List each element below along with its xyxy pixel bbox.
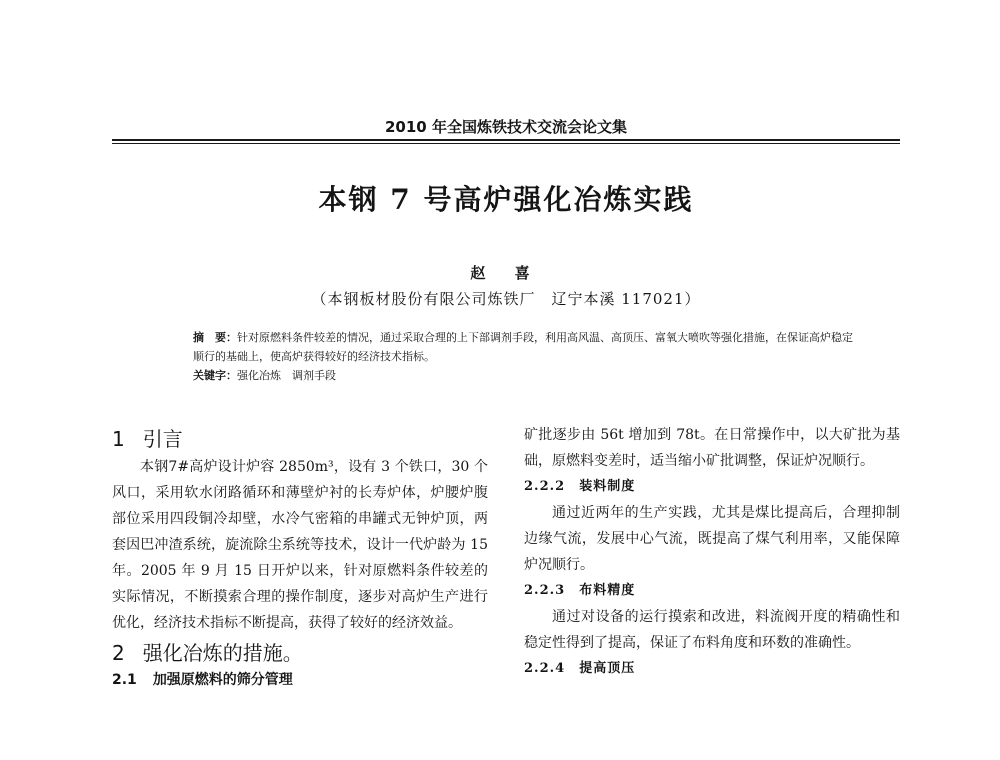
subsection-2-2-4-title: 提高顶压 bbox=[579, 661, 636, 676]
section-2-heading bbox=[112, 638, 488, 668]
section-1-paragraph: 本钢7#高炉设计炉容 2850m³，设有 3 个铁口，30 个风口，采用软水闭路循环和薄壁炉衬的长寿炉体，炉腰炉腹部位采用四段铜冷却壁，水冷气密箱的串罐式无钟炉顶，两套因巴冲渣系统，旋流除尘系统等技术，设计一代炉龄为 15 年。2005 年 9 月 15 日开炉以来，针对原燃料条件较差的实际情况，不断摸索合理的操作制度，逐步对高炉生产进行优化，经济技术指标不断提高，获得了较好的经济效益。 bbox=[112, 459, 488, 631]
subsection-2-2-2-title: 装料制度 bbox=[579, 479, 636, 494]
keywords-label: 关键字： bbox=[193, 369, 237, 382]
subsection-2-2-4-number: 2.2.4 bbox=[524, 661, 566, 676]
subsection-2-2-2-heading bbox=[524, 474, 900, 500]
abstract bbox=[193, 328, 853, 366]
paper-title: 本钢 7 号高炉强化冶炼实践 bbox=[318, 183, 694, 216]
section-2-number: 2 bbox=[112, 641, 125, 665]
keywords bbox=[193, 366, 853, 385]
right-column bbox=[524, 424, 900, 682]
subsection-2-1-title: 加强原燃料的筛分管理 bbox=[152, 672, 293, 688]
subsection-2-1-heading bbox=[112, 668, 488, 692]
subsection-2-2-2-paragraph: 通过近两年的生产实践，尤其是煤比提高后，合理抑制边缘气流，发展中心气流，既提高了煤气利用率，又能保障炉况顺行。 bbox=[524, 505, 900, 573]
header-rule-thin bbox=[112, 143, 900, 144]
abstract-text: 针对原燃料条件较差的情况，通过采取合理的上下部调剂手段，利用高风温、高顶压、富氧大喷吹等强化措施，在保证高炉稳定顺行的基础上，使高炉获得较好的经济技术指标。 bbox=[193, 331, 853, 363]
section-1-title: 引言 bbox=[142, 427, 183, 451]
keywords-text: 强化冶炼 调剂手段 bbox=[237, 369, 336, 382]
continued-paragraph: 矿批逐步由 56t 增加到 78t。在日常操作中，以大矿批为基础，原燃料变差时，适当缩小矿批调整，保证炉况顺行。 bbox=[524, 427, 900, 469]
left-column bbox=[112, 424, 488, 692]
subsection-2-1-number: 2.1 bbox=[112, 672, 137, 688]
section-2-title: 强化冶炼的措施。 bbox=[142, 641, 303, 665]
abstract-label: 摘 要： bbox=[193, 331, 237, 344]
section-1-heading bbox=[112, 424, 488, 454]
subsection-2-2-4-heading bbox=[524, 656, 900, 682]
paper-affiliation: （本钢板材股份有限公司炼铁厂 辽宁本溪 117021） bbox=[311, 290, 701, 308]
subsection-2-2-3-heading bbox=[524, 578, 900, 604]
subsection-2-2-3-title: 布料精度 bbox=[579, 583, 636, 598]
paper-author: 赵 喜 bbox=[470, 264, 542, 282]
subsection-2-2-3-number: 2.2.3 bbox=[524, 583, 566, 598]
proceedings-header: 2010 年全国炼铁技术交流会论文集 bbox=[385, 118, 627, 136]
subsection-2-2-3-paragraph: 通过对设备的运行摸索和改进，料流阀开度的精确性和稳定性得到了提高，保证了布料角度和环数的准确性。 bbox=[524, 609, 900, 651]
subsection-2-2-2-number: 2.2.2 bbox=[524, 479, 566, 494]
abstract-block bbox=[193, 328, 853, 385]
header-rule bbox=[112, 139, 900, 141]
section-1-number: 1 bbox=[112, 427, 125, 451]
